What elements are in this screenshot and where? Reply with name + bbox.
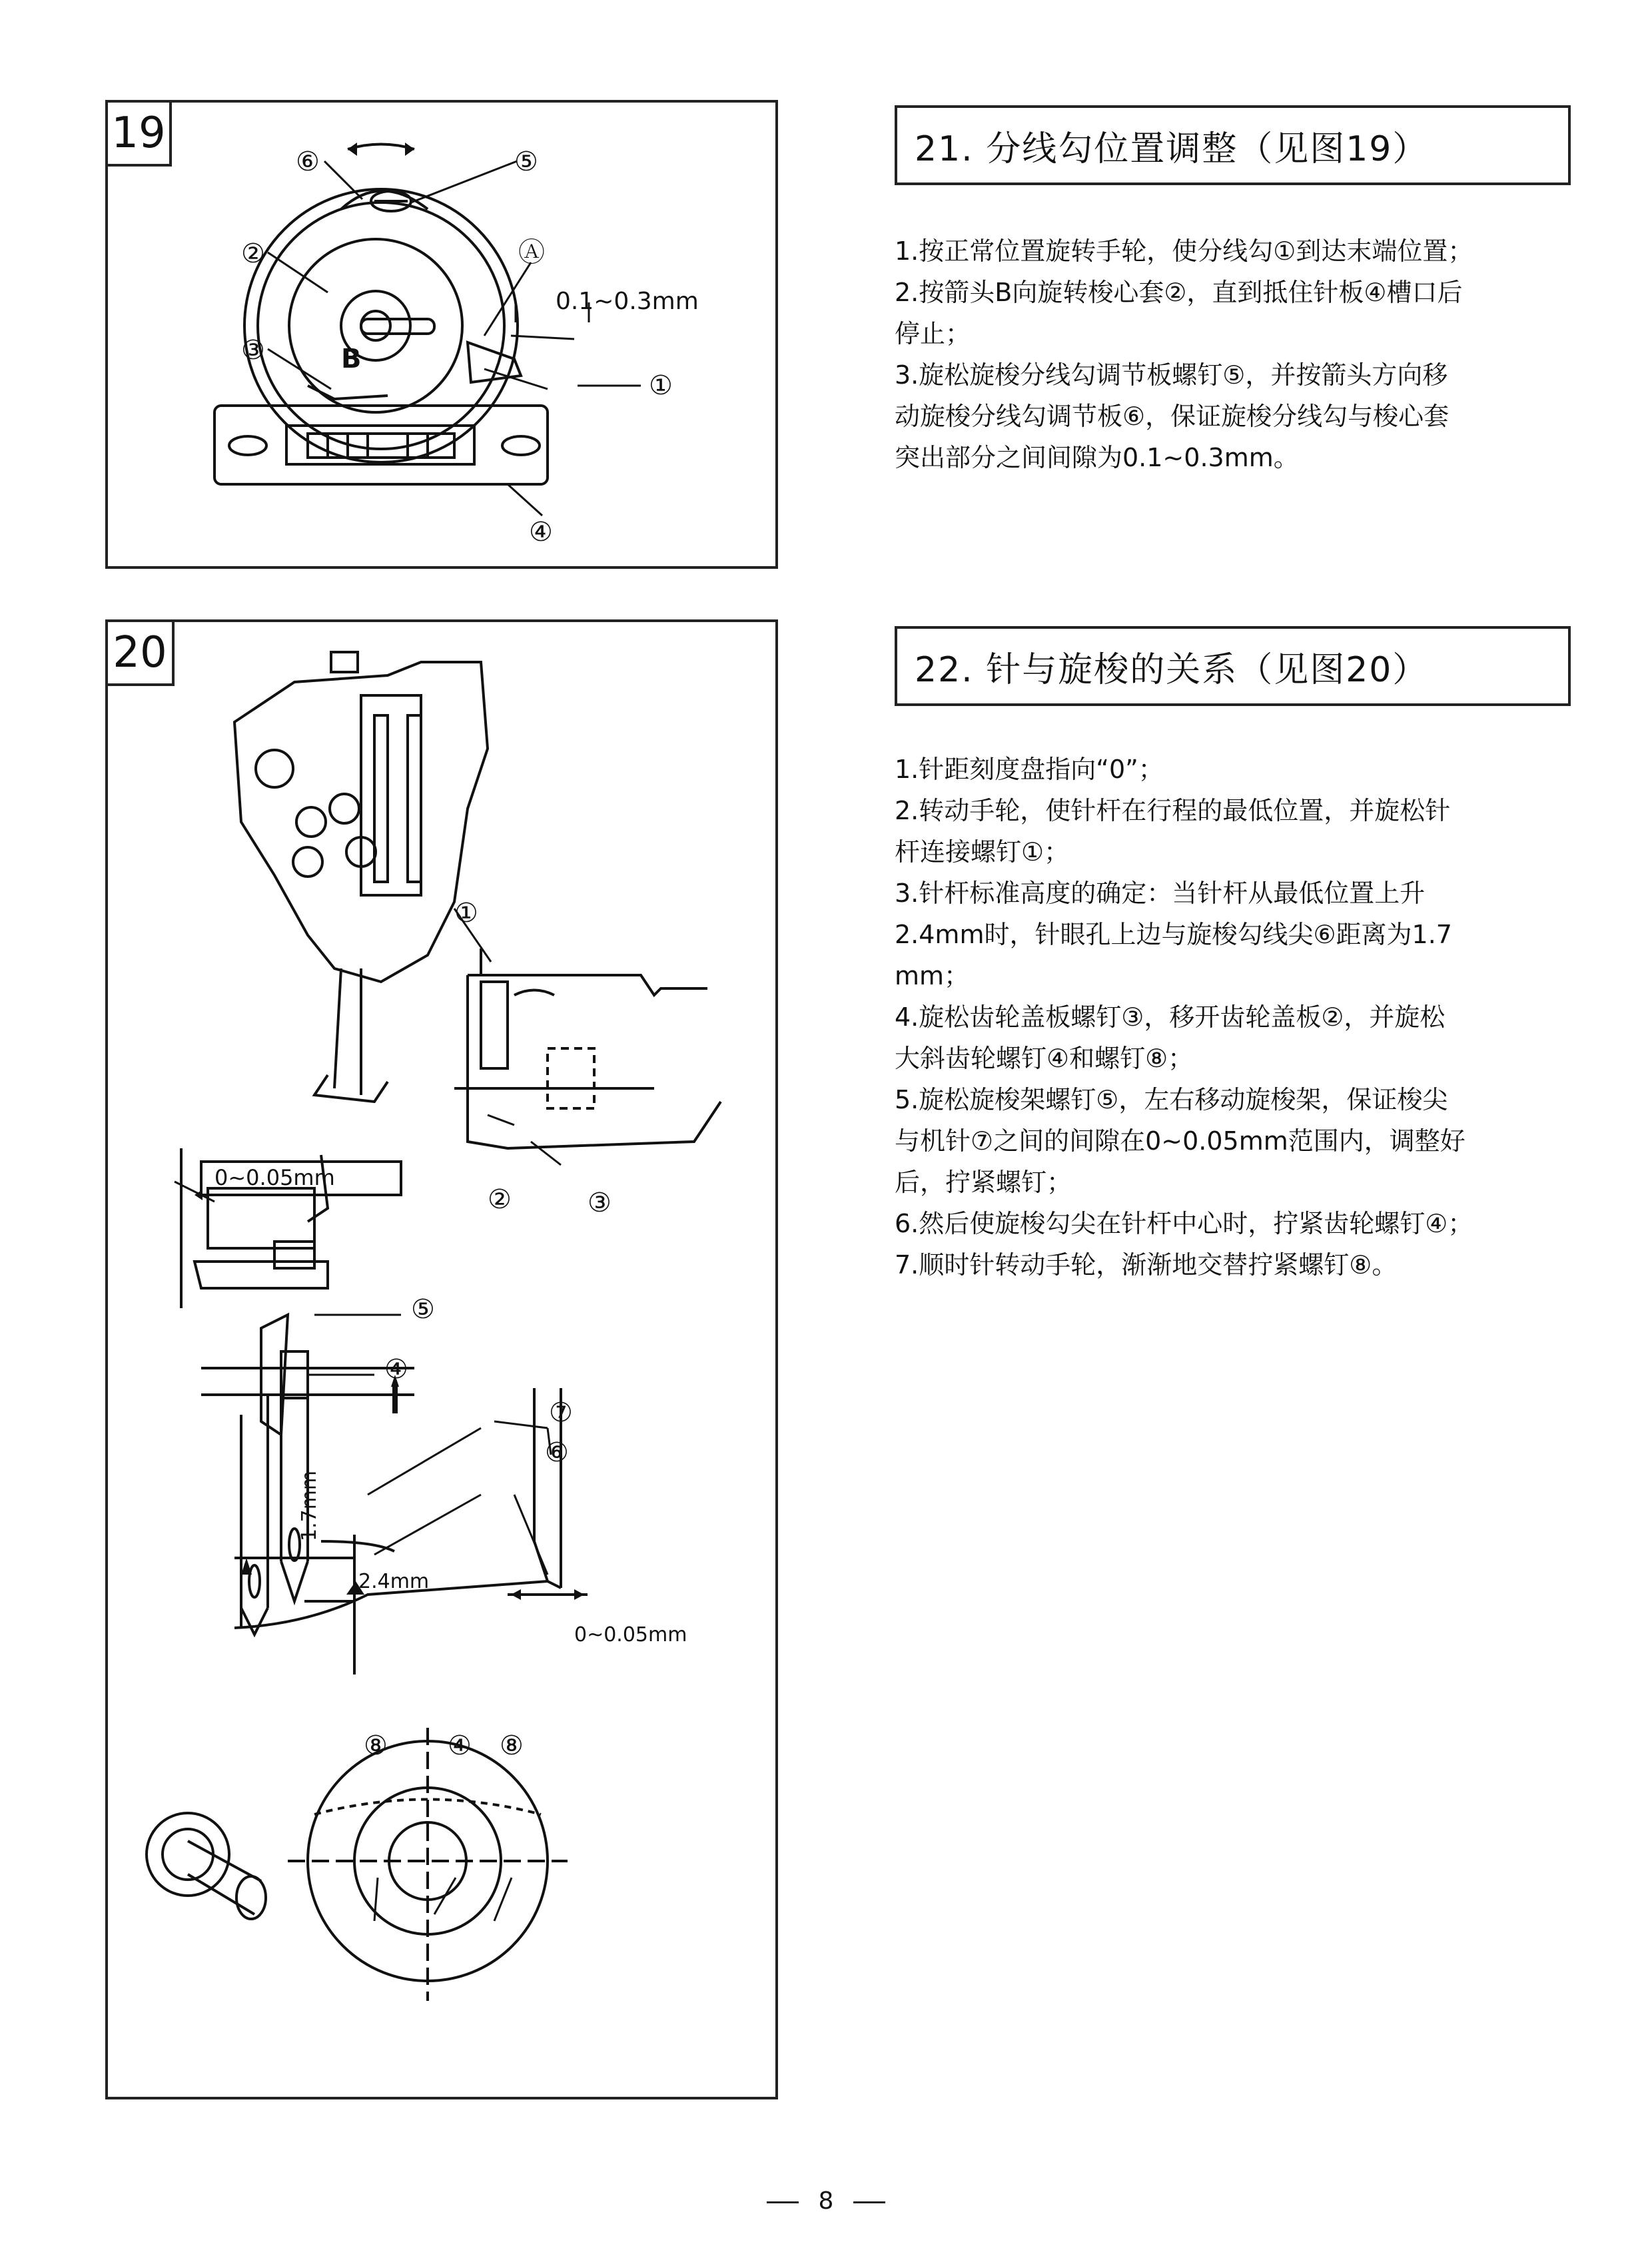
paragraph-line: 6.然后使旋梭勾尖在针杆中心时，拧紧齿轮螺钉④； (895, 1209, 1473, 1238)
callout-3: ③ (241, 335, 265, 366)
page-number (753, 2187, 899, 2215)
gap-label-bottom: 0~0.05mm (574, 1623, 687, 1647)
paragraph-line: 4.旋松齿轮盖板螺钉③，移开齿轮盖板②，并旋松 (895, 1002, 1446, 1032)
callout-3: ③ (588, 1188, 612, 1218)
callout-5: ⑤ (411, 1294, 435, 1325)
figure-19 (105, 100, 778, 569)
callout-1: ① (649, 370, 673, 401)
callout-6: ⑥ (296, 147, 320, 177)
callout-8-right: ⑧ (500, 1730, 524, 1761)
paragraph-line: 2.转动手轮，使针杆在行程的最低位置，并旋松针 (895, 796, 1451, 825)
callout-8-left: ⑧ (364, 1730, 388, 1761)
paragraph-line: 大斜齿轮螺钉④和螺钉⑧； (895, 1044, 1194, 1073)
paragraph-line: 停止； (895, 319, 971, 348)
paragraph-line: 杆连接螺钉①； (895, 837, 1070, 867)
callout-A: Ⓐ (518, 237, 545, 268)
paragraph-line: 与机针⑦之间的间隙在0~0.05mm范围内，调整好 (895, 1126, 1465, 1156)
paragraph-line: 突出部分之间间隙为0.1~0.3mm。 (895, 443, 1299, 472)
height-2-4-label: 2.4mm (358, 1570, 430, 1593)
paragraph-line: 动旋梭分线勾调节板⑥，保证旋梭分线勾与梭心套 (895, 402, 1449, 431)
section-21-title-text: 21. 分线勾位置调整（见图19） (915, 129, 1429, 169)
paragraph-line: 2.按箭头B向旋转梭心套②，直到抵住针板④槽口后 (895, 278, 1463, 307)
paragraph-line: 2.4mm时，针眼孔上边与旋梭勾线尖⑥距离为1.7 (895, 920, 1452, 949)
paragraph-line: 5.旋松旋梭架螺钉⑤，左右移动旋梭架，保证梭尖 (895, 1085, 1448, 1114)
callout-5: ⑤ (514, 147, 538, 177)
section-22-title (895, 626, 1571, 706)
callout-1: ① (454, 898, 478, 929)
figure-number: 19 (108, 103, 172, 167)
height-1-7-label: 1.7mm (298, 1470, 321, 1541)
callout-7: ⑦ (549, 1397, 573, 1428)
callout-B: B (341, 344, 362, 374)
figure-19-illustration (108, 103, 775, 566)
callout-6: ⑥ (545, 1437, 569, 1468)
figure-19-callouts (241, 147, 699, 548)
paragraph-line: mm； (895, 961, 970, 990)
callout-2: ② (488, 1184, 512, 1215)
callout-2: ② (241, 238, 265, 269)
figure-20-illustration (108, 622, 775, 2097)
callout-4: ④ (529, 517, 553, 548)
paragraph-line: 后，拧紧螺钉； (895, 1168, 1072, 1197)
section-22-body (895, 749, 1581, 1286)
callout-4: ④ (384, 1354, 408, 1385)
section-21-title (895, 105, 1571, 185)
paragraph-line: 1.针距刻度盘指向“0”； (895, 755, 1164, 784)
paragraph-line: 3.针杆标准高度的确定：当针杆从最低位置上升 (895, 879, 1426, 908)
gap-label-top: 0~0.05mm (214, 1165, 335, 1190)
figure-20 (105, 619, 778, 2099)
page-number-text: 8 (818, 2187, 834, 2215)
gap-label: 0.1~0.3mm (556, 288, 699, 315)
section-22-title-text: 22. 针与旋梭的关系（见图20） (915, 649, 1429, 690)
figure-number: 20 (108, 622, 175, 686)
figure-20-callouts (214, 898, 687, 1761)
paragraph-line: 7.顺时针转动手轮，渐渐地交替拧紧螺钉⑧。 (895, 1250, 1398, 1280)
section-21-body (895, 230, 1581, 478)
paragraph-line: 1.按正常位置旋转手轮，使分线勾①到达末端位置； (895, 236, 1473, 266)
callout-4-bottom: ④ (448, 1730, 472, 1761)
paragraph-line: 3.旋松旋梭分线勾调节板螺钉⑤，并按箭头方向移 (895, 360, 1448, 390)
